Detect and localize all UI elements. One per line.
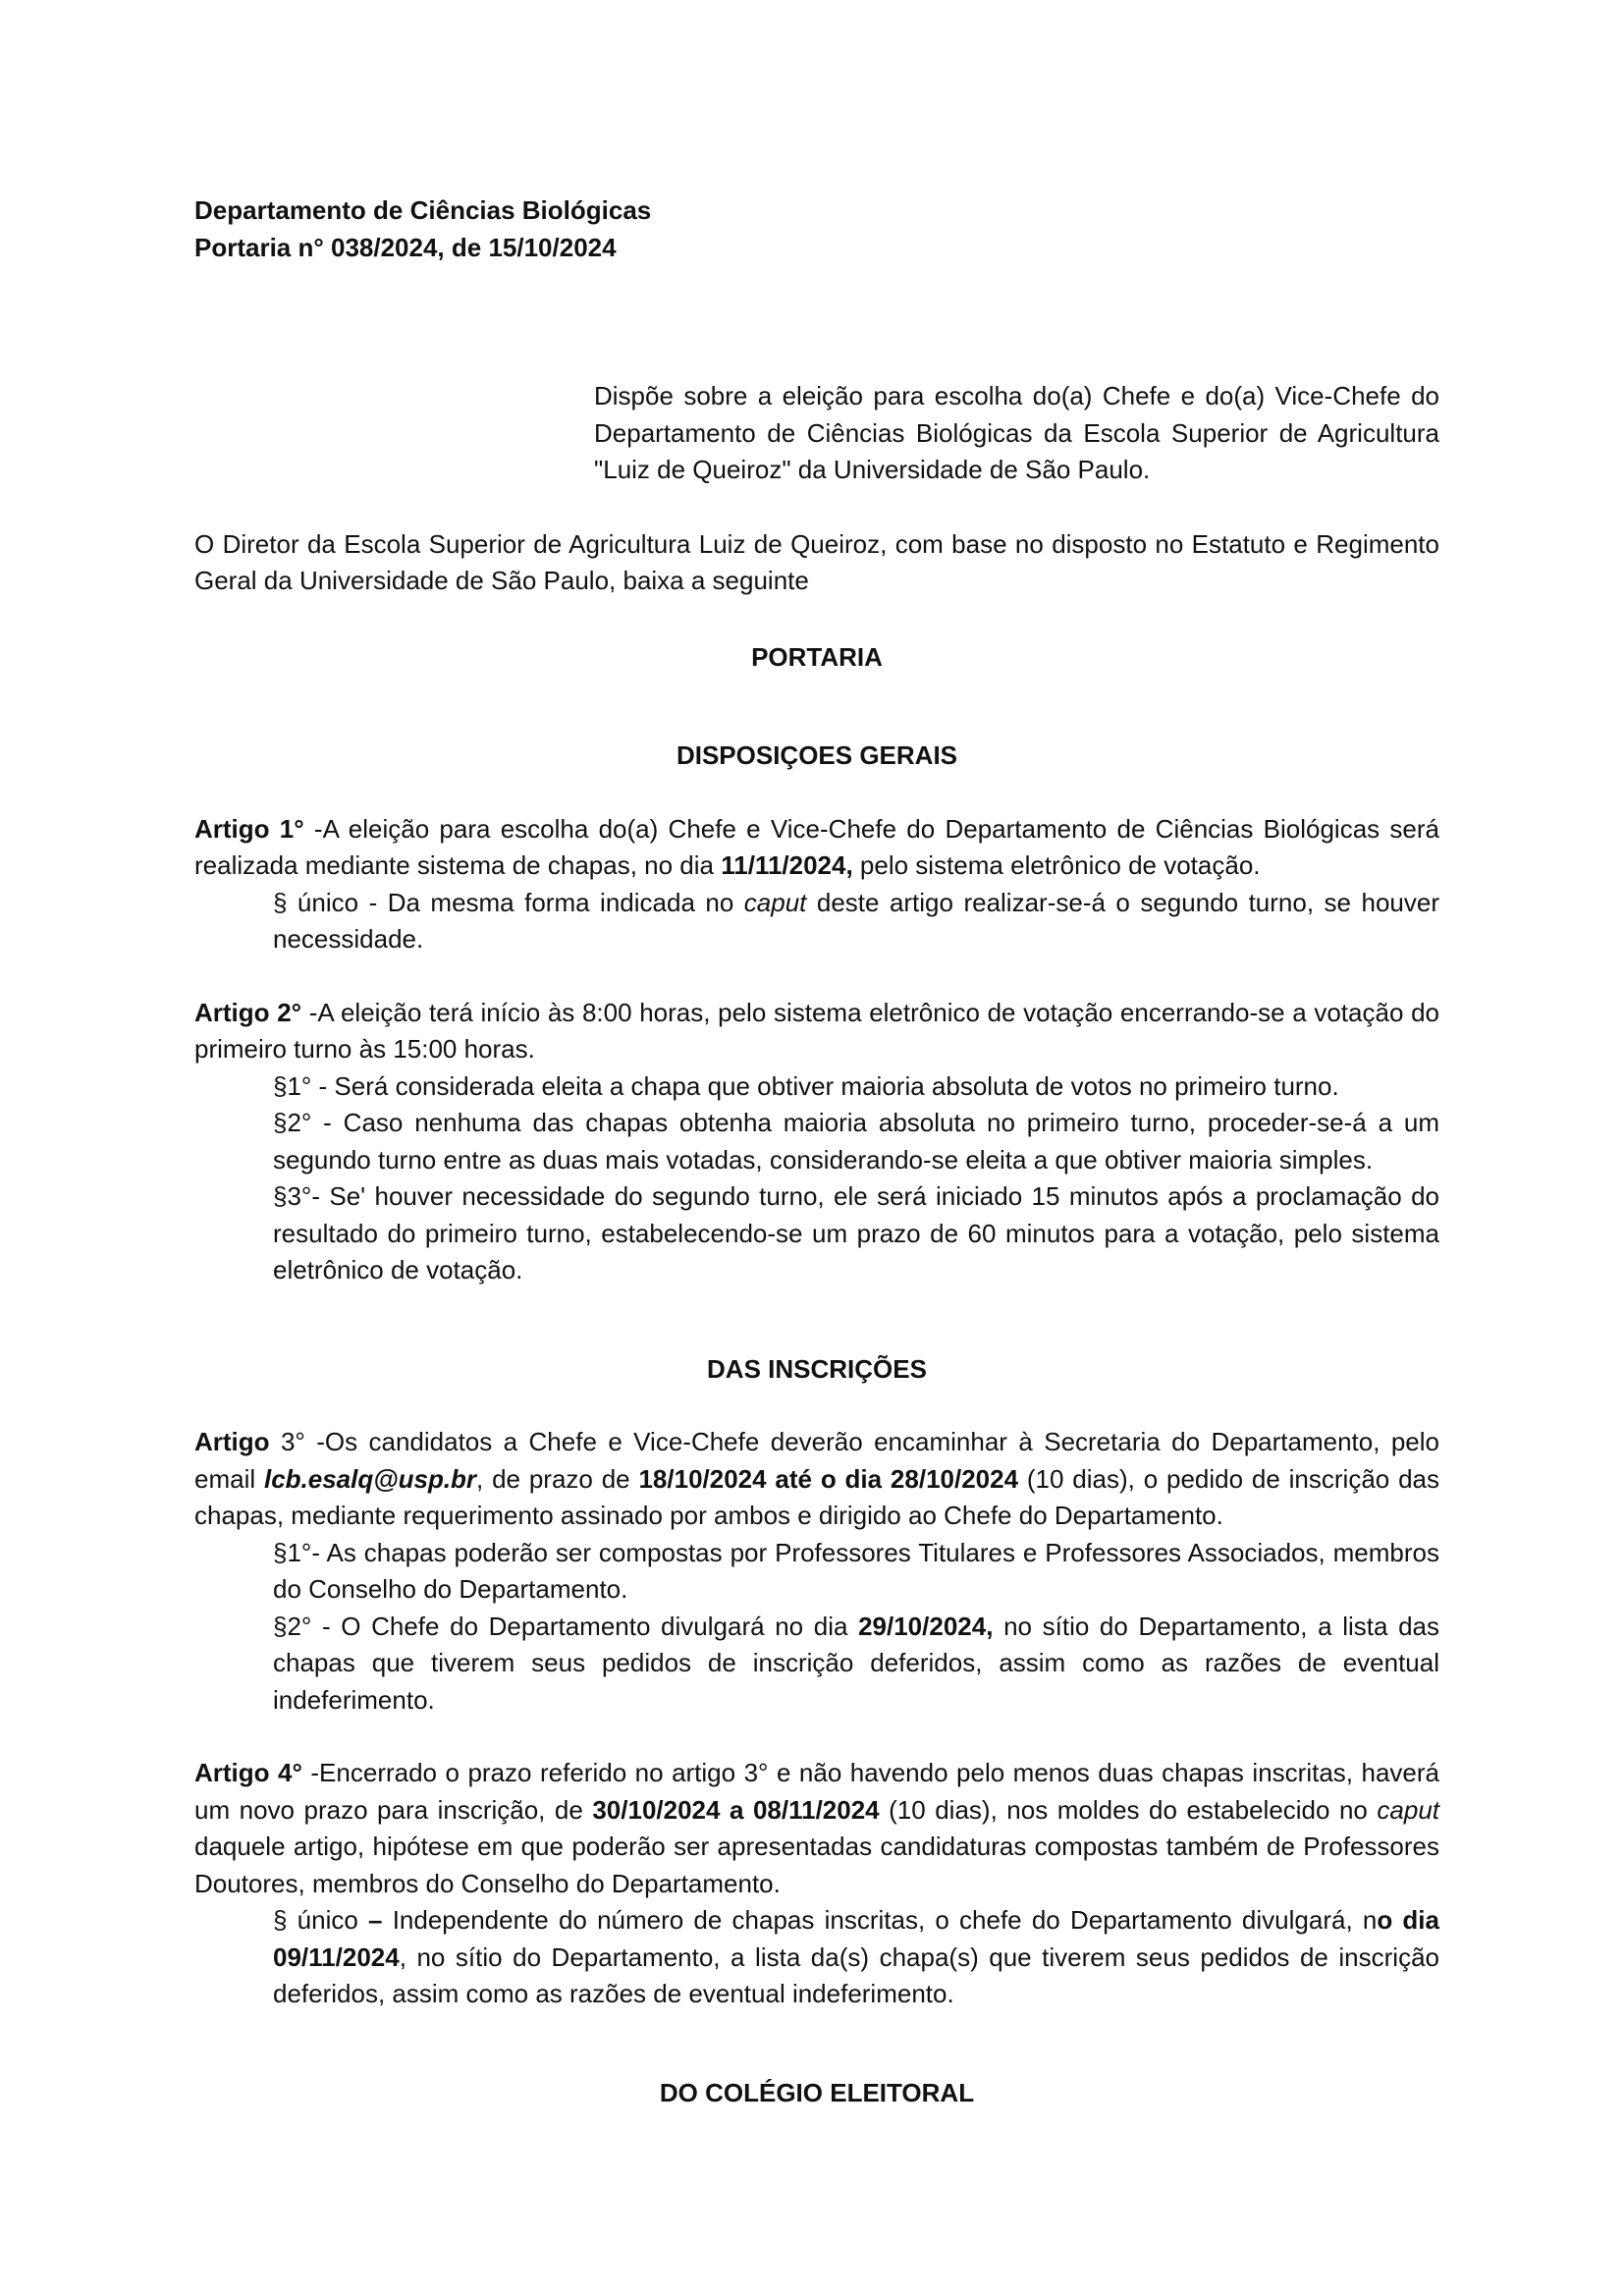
paragrafo-text: no sítio do Departamento, a lista das chapas que tiverem seus pedidos de inscrição deferidos, assim como as razões de eventual indeferimento. (273, 1611, 1439, 1715)
artigo-4-period: 30/10/2024 a 08/11/2024 (592, 1794, 880, 1825)
artigo-3 (194, 1424, 1439, 1535)
intro-paragraph: O Diretor da Escola Superior de Agricultura Luiz de Queiroz, com base no disposto no Estatuto e Regimento Geral da Universidade de São Paulo, baixa a seguinte (194, 528, 1439, 595)
artigo-2-text: -A eleição terá início às 8:00 horas, pelo sistema eletrônico de votação encerrando-se a votação do primeiro turno às 15:00 horas. (194, 997, 1439, 1064)
artigo-3-period: 18/10/2024 até o dia 28/10/2024 (638, 1463, 1019, 1494)
title-portaria: PORTARIA (751, 641, 883, 672)
artigo-3-text: , de prazo de (476, 1463, 639, 1494)
paragrafo-text: Independente do número de chapas inscritas, o chefe do Departamento divulgará, n (382, 1905, 1378, 1935)
artigo-2-paragrafo-3: §3°- Se' houver necessidade do segundo turno, ele será iniciado 15 minutos após a proclamação do resultado do primeiro turno, estabelecendo-se um prazo de 60 minutos para a votação, pelo sistema eletrônico de votação. (273, 1181, 1439, 1285)
paragrafo-text: § único (273, 1905, 369, 1935)
artigo-1-label: Artigo 1° (194, 813, 304, 844)
caput-term: caput (743, 887, 807, 917)
artigo-1 (194, 811, 1439, 885)
artigo-2-label: Artigo 2° (194, 997, 302, 1027)
paragrafo-date: o dia 09/11/2024 (273, 1905, 1439, 1972)
artigo-1-date: 11/11/2024, (721, 850, 853, 880)
artigo-4 (194, 1755, 1439, 1902)
artigo-4-text: daquele artigo, hipótese em que poderão ser apresentadas candidaturas compostas também de Professores Doutores, membros do Conselho do Departamento. (194, 1831, 1439, 1898)
artigo-1-text: -A eleição para escolha do(a) Chefe e Vice-Chefe do Departamento de Ciências Biológicas será realizada mediante sistema de chapas, no dia (194, 813, 1440, 880)
artigo-4-text: -Encerrado o prazo referido no artigo 3° e não havendo pelo menos duas chapas inscritas, haverá um novo prazo para inscrição, de (194, 1758, 1439, 1825)
artigo-2 (194, 995, 1439, 1068)
paragrafo-text: §2° - O Chefe do Departamento divulgará no dia (273, 1611, 859, 1641)
caput-term: caput (1377, 1794, 1440, 1825)
artigo-3-label: Artigo (194, 1427, 270, 1456)
paragrafo-text: § único - Da mesma forma indicada no (273, 887, 744, 917)
portaria-number: Portaria n° 038/2024, de 15/10/2024 (194, 232, 617, 262)
ementa: Dispõe sobre a eleição para escolha do(a) Chefe e do(a) Vice-Chefe do Departamento de Ciências Biológicas da Escola Superior de Agricultura "Luiz de Queiroz" da Universidade de São Paulo. (594, 381, 1439, 484)
paragrafo-text: deste artigo realizar-se-á o segundo turno, se houver necessidade. (273, 887, 1439, 954)
title-do-colegio-eleitoral: DO COLÉGIO ELEITORAL (659, 2077, 975, 2107)
title-disposicoes-gerais: DISPOSIÇOES GERAIS (676, 740, 958, 770)
department-name: Departamento de Ciências Biológicas (194, 195, 652, 225)
document-body (194, 192, 1439, 2111)
artigo-2-paragrafo-1: §1° - Será considerada eleita a chapa que obtiver maioria absoluta de votos no primeiro turno. (273, 1070, 1339, 1101)
title-das-inscricoes: DAS INSCRIÇÕES (707, 1353, 927, 1384)
artigo-4-paragrafo-unico (273, 1902, 1439, 2013)
artigo-4-text: (10 dias), nos moldes do estabelecido no (879, 1794, 1378, 1825)
artigo-3-paragrafo-1: §1°- As chapas poderão ser compostas por Professores Titulares e Professores Associados, membros do Conselho do Departamento. (273, 1537, 1439, 1604)
artigo-1-paragrafo-unico (273, 885, 1439, 958)
paragrafo-dash: – (368, 1905, 383, 1935)
artigo-1-text-end: pelo sistema eletrônico de votação. (852, 850, 1261, 880)
paragrafo-text: , no sítio do Departamento, a lista da(s) chapa(s) que tiverem seus pedidos de inscrição deferidos, assim como as razões de eventual indeferimento. (273, 1941, 1439, 2008)
artigo-3-text: (10 dias), o pedido de inscrição das chapas, mediante requerimento assinado por ambos e dirigido ao Chefe do Departamento. (194, 1463, 1439, 1530)
artigo-2-paragrafo-2: §2° - Caso nenhuma das chapas obtenha maioria absoluta no primeiro turno, proceder-se-á a um segundo turno entre as duas mais votadas, considerando-se eleita a que obtiver maioria simples. (273, 1108, 1439, 1175)
artigo-3-text: 3° -Os candidatos a Chefe e Vice-Chefe deverão encaminhar à Secretaria do Departamento, pelo email (194, 1427, 1439, 1494)
email-address: lcb.esalq@usp.br (263, 1463, 477, 1494)
artigo-4-label: Artigo 4° (194, 1758, 302, 1787)
artigo-3-paragrafo-2 (273, 1609, 1439, 1720)
paragrafo-date: 29/10/2024, (858, 1611, 994, 1641)
